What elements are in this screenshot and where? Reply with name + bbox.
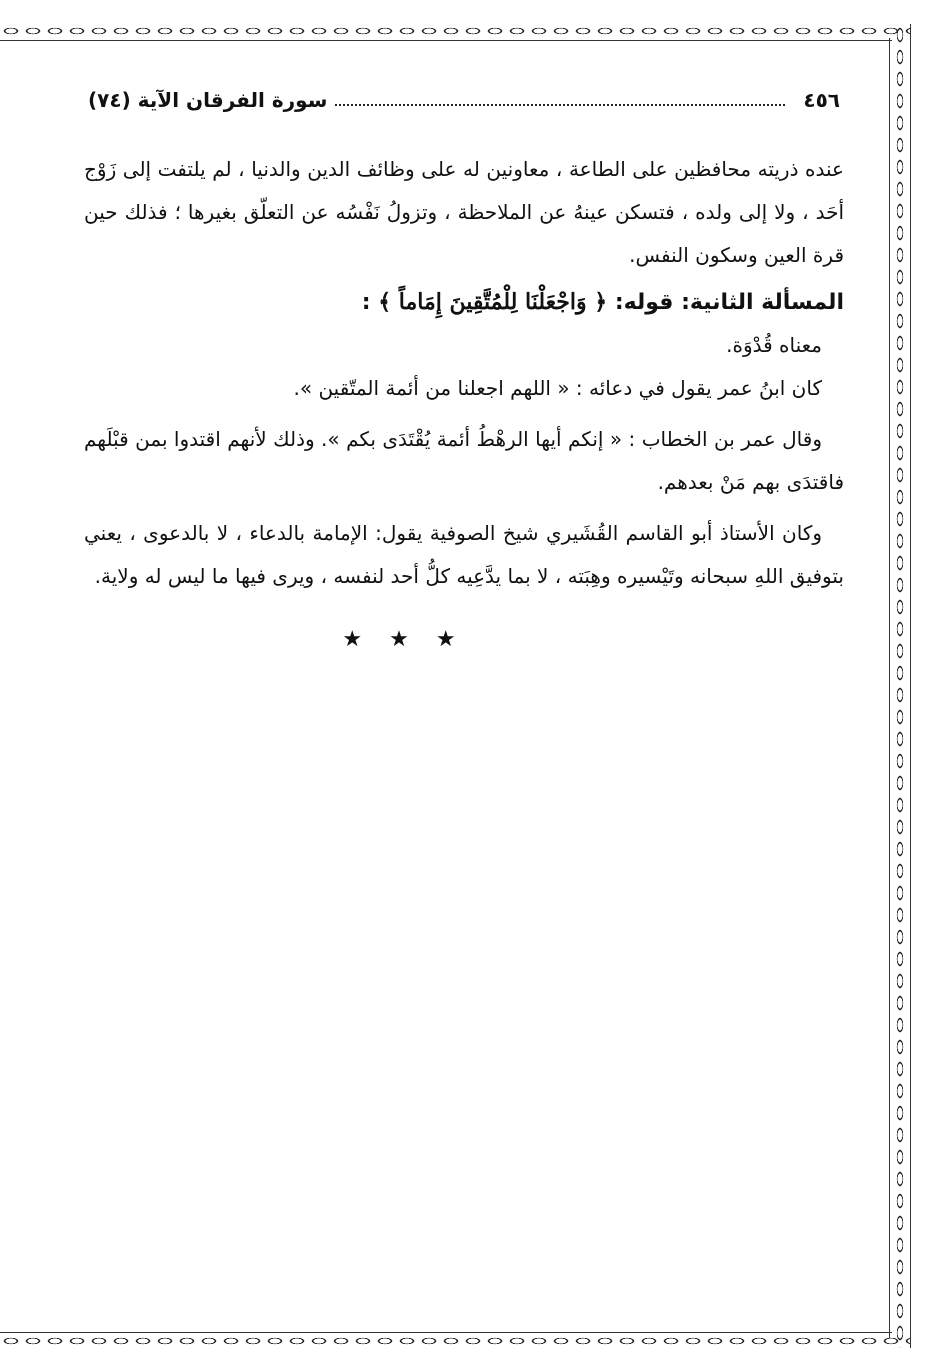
bottom-chain-border — [0, 1334, 910, 1348]
bottom-border-line — [0, 1332, 892, 1333]
section-heading — [84, 281, 844, 324]
section-separator-stars: ★ ★ ★ — [342, 627, 466, 652]
paragraph-intro: عنده ذريته محافظين على الطاعة ، معاونين له على وظائف الدين والدنيا ، لم يلتفت إلى زَوْج أحَد ، ولا إلى ولده ، فتسكن عينهُ عن الملاحظة ، وتزولُ نَفْسُه عن التعلّق بغيرها ؛ فذلك حين قرة العين وسكون النفس. — [84, 157, 844, 267]
paragraph-umar: وقال عمر بن الخطاب : « إنكم أيها الرهْطُ أئمة يُقْتَدَى بكم ». وذلك لأنهم اقتدوا بمن قبْلَهم فاقتدَى بهم مَنْ بعدهم. — [84, 427, 844, 494]
quran-quote: ﴿ وَاجْعَلْنَا لِلْمُتَّقِينَ إِمَاماً ﴾ — [378, 289, 608, 315]
running-title: سورة الفرقان الآية (٧٤) — [88, 88, 328, 112]
right-border-outer-line — [910, 24, 911, 1348]
top-border-line — [0, 40, 892, 41]
right-chain-border — [893, 24, 907, 1348]
heading-label: المسألة الثانية: قوله: — [614, 290, 844, 315]
page-header — [88, 82, 840, 118]
right-border-inner-line — [889, 38, 890, 1338]
heading-colon: : — [361, 290, 371, 315]
paragraph-qushayri: وكان الأستاذ أبو القاسم القُشَيري شيخ الصوفية يقول: الإمامة بالدعاء ، لا بالدعوى ، يعني بتوفيق اللهِ سبحانه وتَيْسيره وهِبَته ، لا بما يدَّعِيه كلُّ أحد لنفسه ، ويرى فيها ما ليس له ولاية. — [84, 521, 844, 588]
paragraph-meaning: معناه قُدْوَة. — [726, 333, 822, 357]
paragraph-ibn-umar: كان ابنُ عمر يقول في دعائه : « اللهم اجعلنا من أئمة المتّقين ». — [293, 376, 822, 400]
header-dotted-leader — [335, 104, 785, 106]
top-chain-border — [0, 24, 910, 38]
page-body — [84, 148, 844, 661]
page-number: ٤٥٦ — [803, 88, 840, 112]
